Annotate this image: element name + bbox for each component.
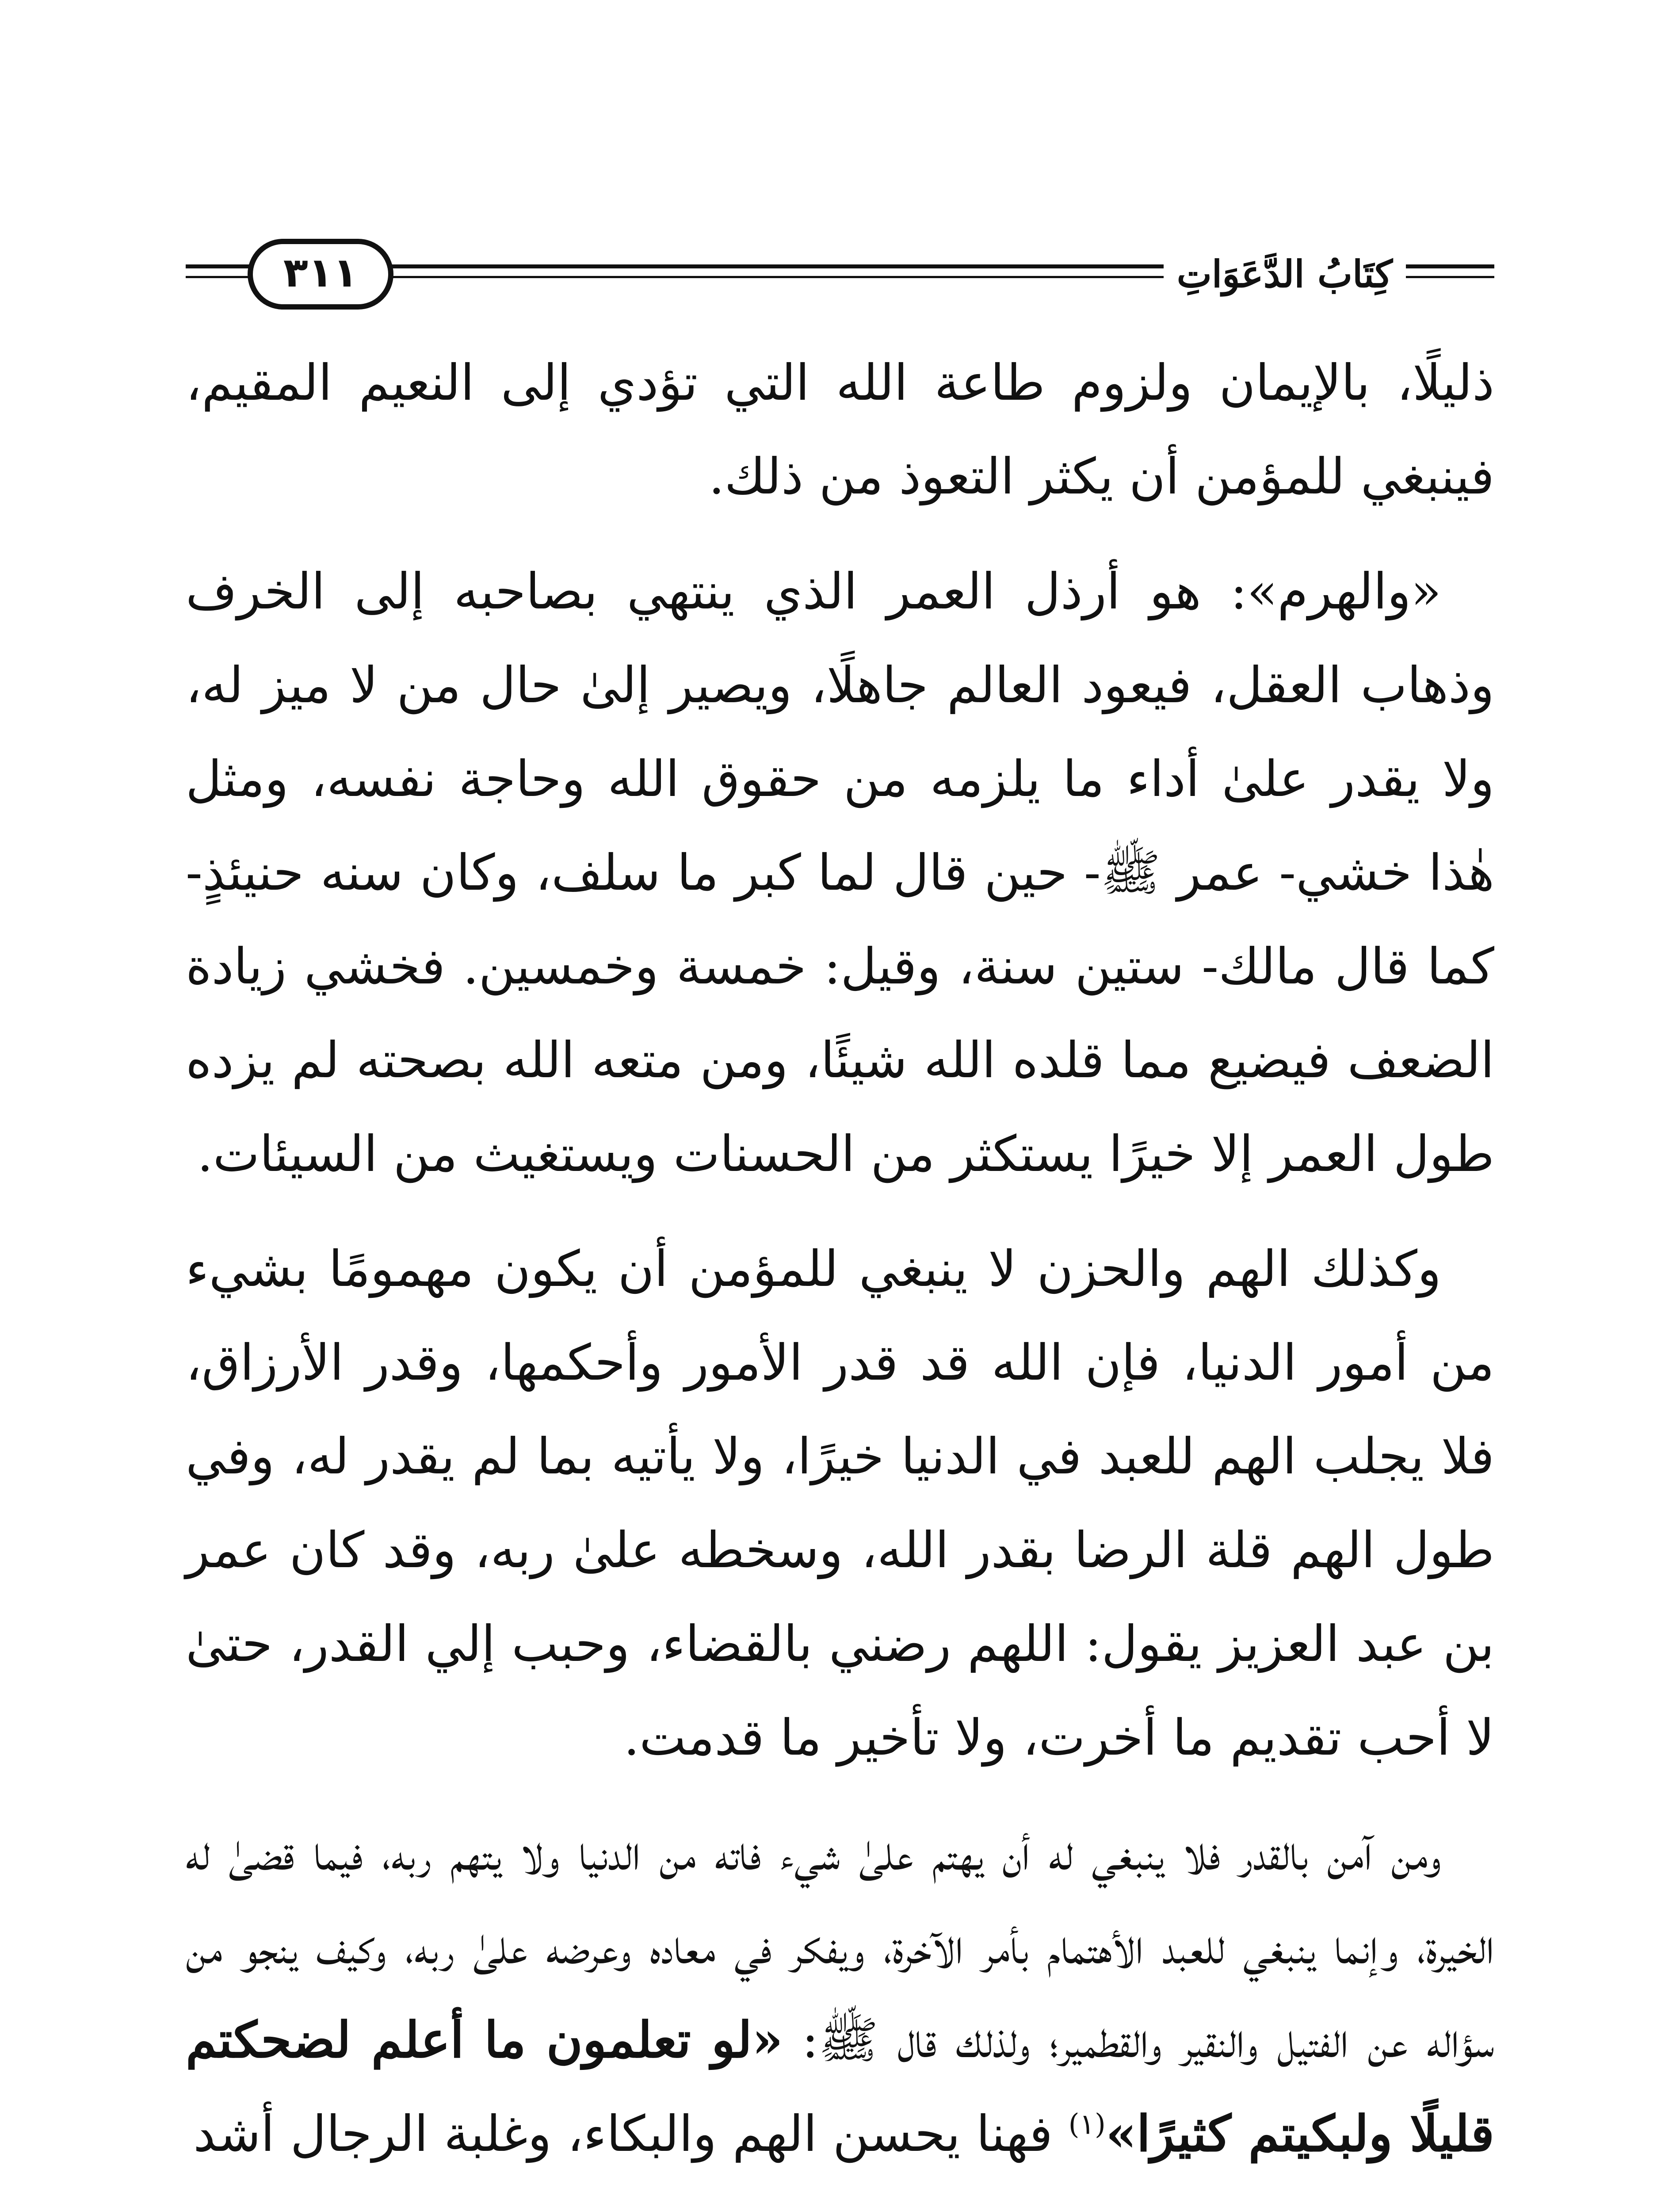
- page-number-badge: [248, 239, 393, 310]
- paragraph: «والهرم»: هو أرذل العمر الذي ينتهي بصاحبه إلى الخرف وذهاب العقل، فيعود العالم جاهلًا، ويصير إلىٰ حال من لا ميز له، ولا يقدر علىٰ أداء ما يلزمه من حقوق الله وحاجة نفسه، ومثل هٰذا خشي- عمر ﷺ- حين قال لما كبر ما سلف، وكان سنه حنيئذٍ- كما قال مالك- ستين سنة، وقيل: خمسة وخمسين. فخشي زيادة الضعف فيضيع مما قلده الله شيئًا، ومن متعه الله بصحته لم يزده طول العمر إلا خيرًا يستكثر من الحسنات ويستغيث من السيئات.: [186, 563, 1495, 1183]
- running-title: كِتَابُ الدَّعَوَاتِ: [1164, 243, 1406, 305]
- page-header: [186, 230, 1494, 318]
- footnote-reference: (١): [1068, 2108, 1106, 2141]
- paragraph-text: ومن آمن بالقدر فلا ينبغي له أن يهتم علىٰ شيء فاته من الدنيا ولا يتهم ربه، فيما قضىٰ له الخيرة، وإنما ينبغي للعبد الأهتمام بأمر الآخرة، ويفكر في معاده وعرضه علىٰ ربه، وكيف ينجو من سؤاله عن الفتيل والنقير والقطمير؛ ولذلك قال ﷺ:: [186, 1824, 1495, 2069]
- main-text: [186, 336, 1494, 2181]
- page-number: ٣١١: [283, 249, 358, 296]
- hadith-quote: «لو تعلمون ما أعلم لضحكتم قليلًا ولبكيتم كثيرًا»: [186, 2011, 1494, 2163]
- paragraph-text: فهنا يحسن الهم والبكاء، وغلبة الرجال أشد: [193, 2105, 1053, 2163]
- header-rule: [186, 264, 256, 268]
- header-rule: [186, 276, 256, 278]
- paragraph: ذليلًا، بالإيمان ولزوم طاعة الله التي تؤدي إلى النعيم المقيم، فينبغي للمؤمن أن يكثر التعوذ من ذلك.: [186, 354, 1494, 505]
- paragraph: وكذلك الهم والحزن لا ينبغي للمؤمن أن يكون مهمومًا بشيء من أمور الدنيا، فإن الله قد قدر الأمور وأحكمها، وقدر الأرزاق، فلا يجلب الهم للعبد في الدنيا خيرًا، ولا يأتيه بما لم يقدر له، وفي طول الهم قلة الرضا بقدر الله، وسخطه علىٰ ربه، وقد كان عمر بن عبد العزيز يقول: اللهم رضني بالقضاء، وحبب إلي القدر، حتىٰ لا أحب تقديم ما أخرت، ولا تأخير ما قدمت.: [186, 1240, 1495, 1767]
- paragraph: [186, 1806, 1494, 2181]
